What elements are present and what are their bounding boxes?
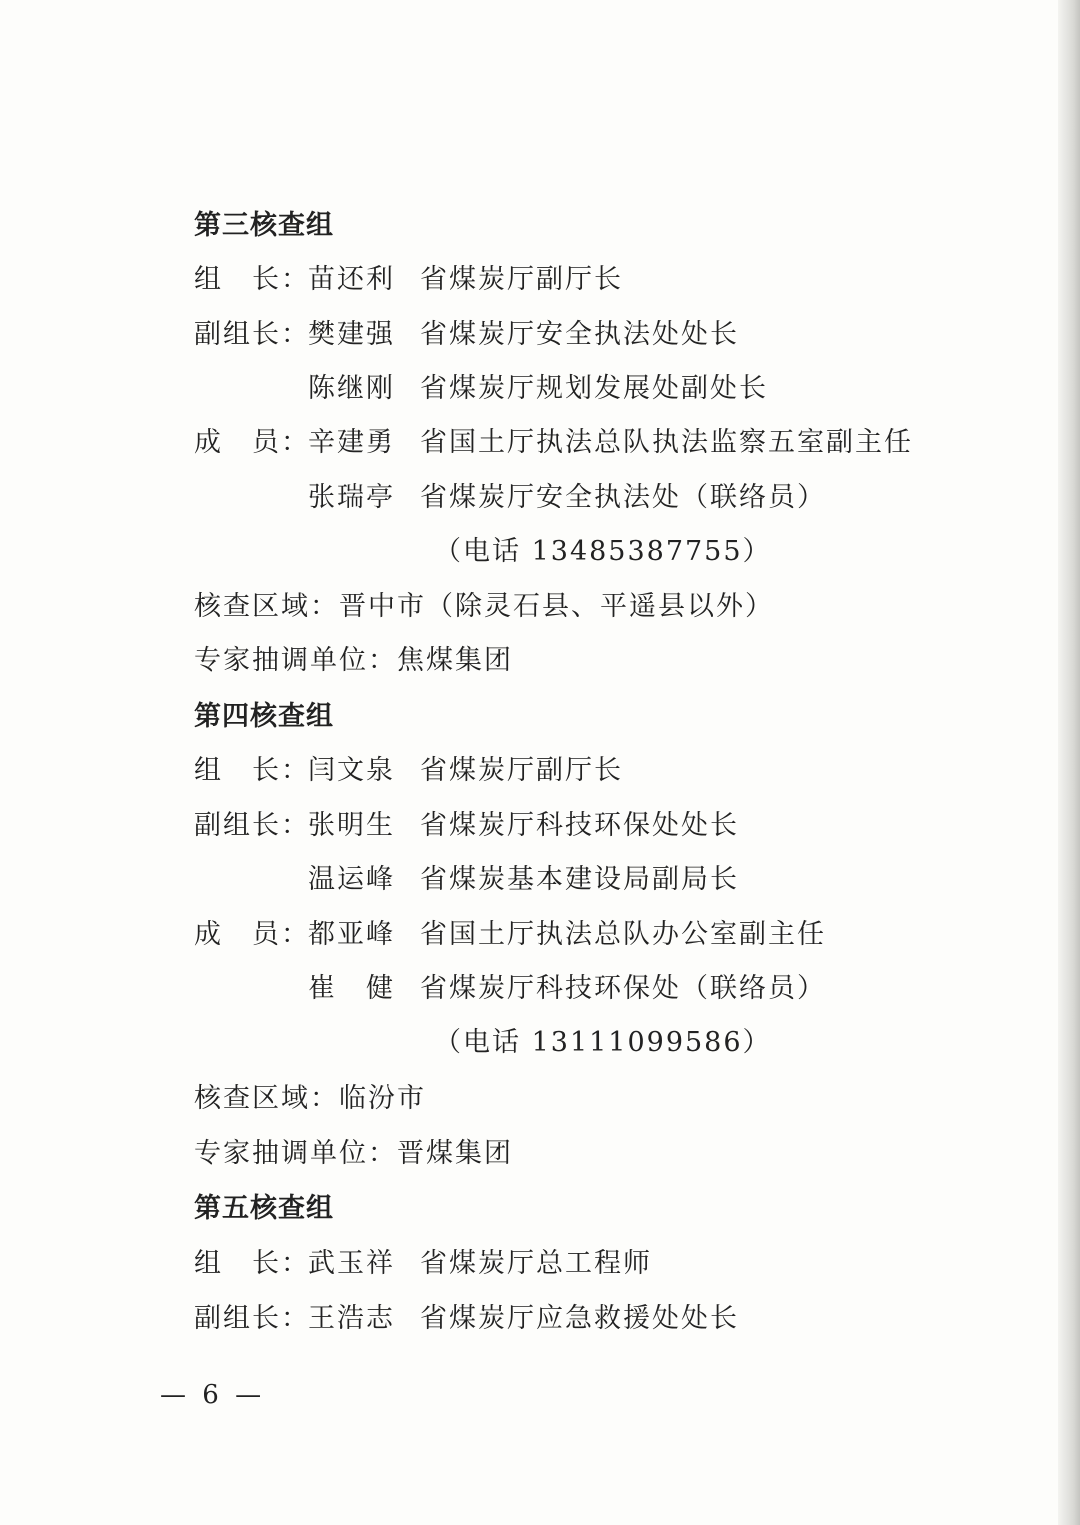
leader-row <box>194 744 623 798</box>
person-position: 省煤炭基本建设局副局长 <box>420 864 739 895</box>
person-position: 省煤炭厅安全执法处处长 <box>420 319 739 350</box>
person-position: 省煤炭厅安全执法处（联络员） <box>420 482 826 513</box>
member-row <box>194 471 826 525</box>
area-row: 核查区域：晋中市（除灵石县、平遥县以外） <box>194 591 774 622</box>
person-name: 樊建强 <box>308 319 395 350</box>
person-name: 王浩志 <box>308 1303 395 1334</box>
person-position: 省煤炭厅总工程师 <box>420 1248 652 1279</box>
role-label: 副组长： <box>194 1303 310 1334</box>
role-label: 组 长： <box>194 264 310 295</box>
role-label: 组 长： <box>194 755 310 786</box>
deputy-row <box>194 308 739 362</box>
contact-phone: （电话 13111099586） <box>434 1027 772 1058</box>
deputy-row <box>194 362 768 416</box>
contact-phone: （电话 13485387755） <box>434 536 772 567</box>
person-name: 辛建勇 <box>308 427 395 458</box>
person-name: 陈继刚 <box>308 373 395 404</box>
member-row <box>194 416 913 470</box>
member-row <box>194 908 826 962</box>
deputy-row <box>194 853 739 907</box>
person-name: 闫文泉 <box>308 755 395 786</box>
person-name: 武玉祥 <box>308 1248 395 1279</box>
role-label: 组 长： <box>194 1248 310 1279</box>
page-number: — 6 — <box>160 1380 266 1410</box>
person-position: 省国土厅执法总队办公室副主任 <box>420 919 826 950</box>
member-row <box>194 962 826 1016</box>
person-name: 张瑞亭 <box>308 482 395 513</box>
leader-row <box>194 1237 652 1291</box>
group-title: 第四核查组 <box>194 701 334 732</box>
deputy-row <box>194 799 739 853</box>
person-position: 省煤炭厅科技环保处处长 <box>420 810 739 841</box>
role-label: 成 员： <box>194 427 310 458</box>
person-name: 温运峰 <box>308 864 395 895</box>
person-name: 都亚峰 <box>308 919 395 950</box>
person-position: 省煤炭厅规划发展处副处长 <box>420 373 768 404</box>
person-name: 张明生 <box>308 810 395 841</box>
role-label: 副组长： <box>194 319 310 350</box>
person-position: 省煤炭厅科技环保处（联络员） <box>420 973 826 1004</box>
group-title: 第三核查组 <box>194 210 334 241</box>
deputy-row <box>194 1292 739 1346</box>
person-position: 省国土厅执法总队执法监察五室副主任 <box>420 427 913 458</box>
person-position: 省煤炭厅副厅长 <box>420 755 623 786</box>
group-title: 第五核查组 <box>194 1193 334 1224</box>
person-name: 苗还利 <box>308 264 395 295</box>
role-label: 副组长： <box>194 810 310 841</box>
experts-row: 专家抽调单位：焦煤集团 <box>194 645 513 676</box>
area-row: 核查区域：临汾市 <box>194 1083 426 1114</box>
person-name: 崔 健 <box>308 973 395 1004</box>
person-position: 省煤炭厅应急救援处处长 <box>420 1303 739 1334</box>
person-position: 省煤炭厅副厅长 <box>420 264 623 295</box>
leader-row <box>194 253 623 307</box>
experts-row: 专家抽调单位：晋煤集团 <box>194 1138 513 1169</box>
role-label: 成 员： <box>194 919 310 950</box>
page-edge-shadow <box>1058 0 1080 1525</box>
